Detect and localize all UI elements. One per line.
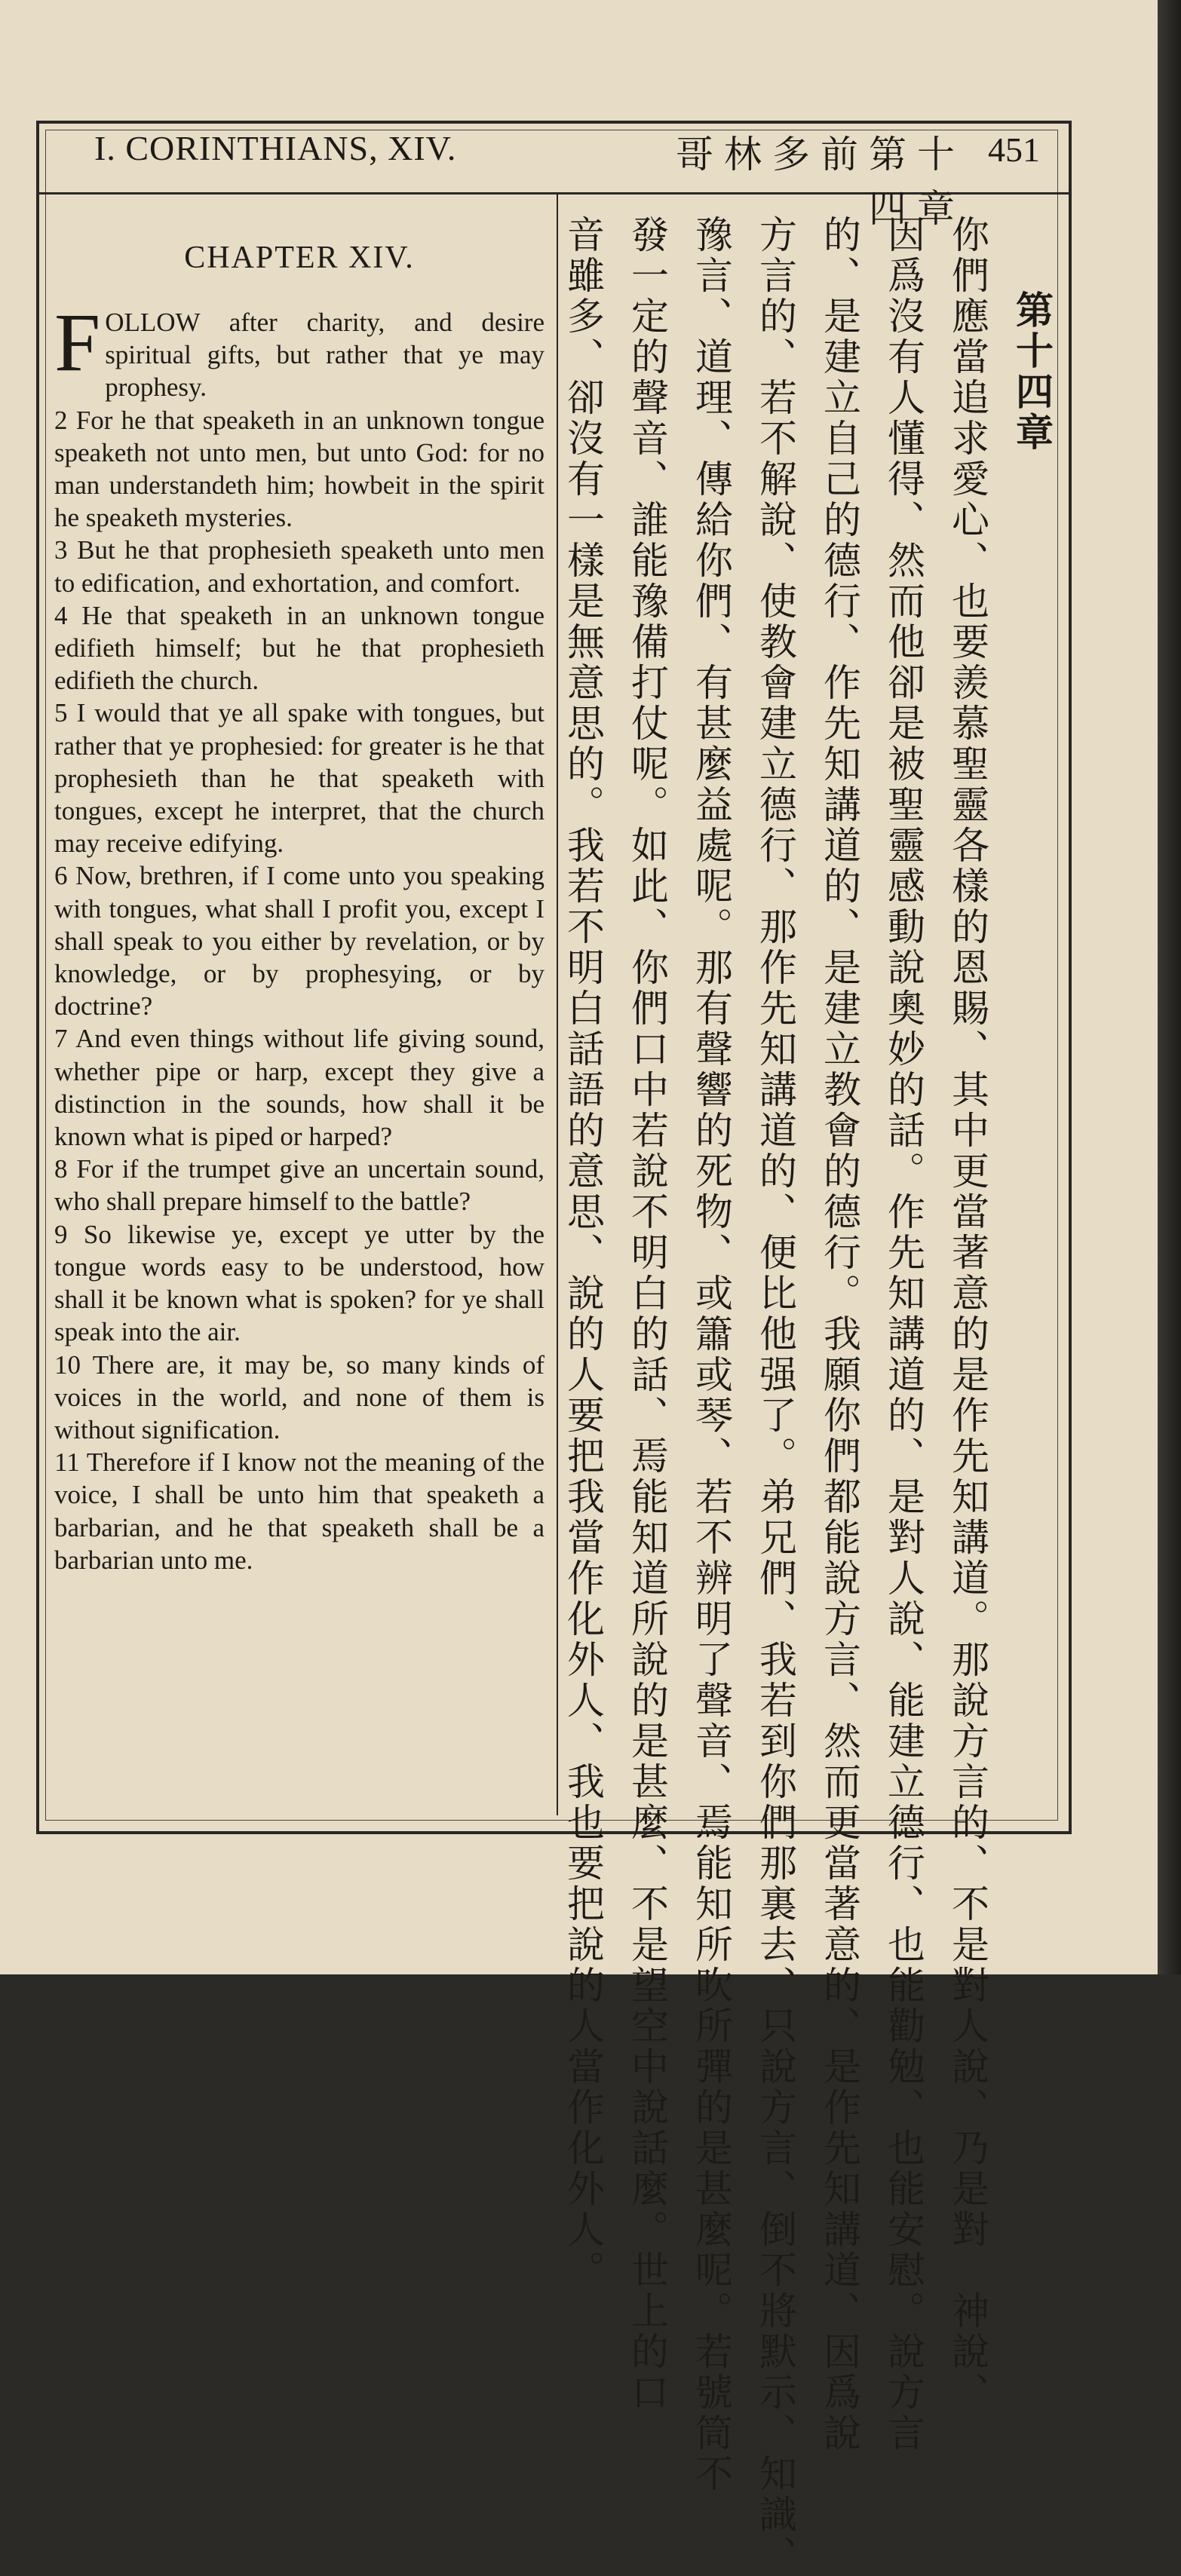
- chinese-line-1: 你們應當追求愛心、也要羨慕聖靈各樣的恩賜、其中更當著意的是作先知講道。那說方言的、不是對人說、乃是對 神說、: [946, 215, 989, 2413]
- drop-cap: F: [54, 296, 101, 388]
- verse-4: 4 He that speaketh in an unknown tongue edifieth himself; but he that prophesieth edifieth the church.: [54, 600, 544, 696]
- verse-1: [54, 296, 544, 404]
- chinese-running-head: 哥林多前第十四章: [676, 133, 965, 231]
- verse-9: 9 So likewise ye, except ye utter by the tongue words easy to be understood, how shall it be known what is spoken? for ye shall speak into the air.: [54, 1219, 544, 1347]
- verse-2: 2 For he that speaketh in an unknown tongue speaketh not unto men, but unto God: for no man understandeth him; howbeit in the spirit he speaketh mysteries.: [54, 405, 544, 533]
- chinese-line-2: 因爲沒有人懂得、然而他卻是被聖靈感動說奧妙的話。作先知講道的、是對人說、能建立德行、也能勸勉、也能安慰。說方言: [882, 215, 925, 2454]
- english-column: [54, 226, 544, 1576]
- verse-6: 6 Now, brethren, if I come unto you speaking with tongues, what shall I profit you, except I shall speak to you either by revelation, or by knowledge, or by prophesying, or by doctrine?: [54, 861, 544, 1022]
- chinese-line-3: 的、是建立自己的德行、作先知講道的、是建立教會的德行。我願你們都能說方言、然而更當著意的、是作先知講道、因爲說: [817, 215, 861, 2454]
- verse-5: 5 I would that ye all spake with tongues, but rather that ye prophesied: for greater is he that prophesieth than he that speaketh with tongues, except he interpret, that the church may receive edifying.: [54, 698, 544, 859]
- chinese-line-7: 音雖多、卻沒有一樣是無意思的。我若不明白話語的意思、說的人要把我當作化外人、我也要把說的人當作化外人。: [561, 215, 605, 2291]
- book-spine: [1158, 0, 1181, 1974]
- verse-11: 11 Therefore if I know not the meaning of the voice, I shall be unto him that speaketh a barbarian, and he that speaketh shall be a barbarian unto me.: [54, 1447, 544, 1575]
- page-number: 451: [988, 130, 1040, 169]
- running-head: I. CORINTHIANS, XIV.: [94, 129, 457, 167]
- chinese-line-5: 豫言、道理、傳給你們、有甚麼益處呢。那有聲響的死物、或簫或琴、若不辨明了聲音、焉能知所吹所彈的是甚麼呢。若號筒不: [689, 215, 733, 2495]
- chapter-title: CHAPTER XIV.: [184, 240, 415, 275]
- verse-7: 7 And even things without life giving sound, whether pipe or harp, except they give a distinction in the sounds, how shall it be known what is piped or harped?: [54, 1024, 544, 1152]
- chinese-column: [561, 215, 1063, 2576]
- verse-1-text: OLLOW after charity, and desire spiritual gifts, but rather that ye may prophesy.: [105, 308, 544, 403]
- verse-10: 10 There are, it may be, so many kinds of voices in the world, and none of them is without signification.: [54, 1349, 544, 1444]
- verse-8: 8 For if the trumpet give an uncertain sound, who shall prepare himself to the battle?: [54, 1154, 544, 1217]
- chinese-line-6: 發一定的聲音、誰能豫備打仗呢。如此、你們口中若說不明白的話、焉能知道所說的是甚麼、不是望空中說話麼。世上的口: [625, 215, 669, 2413]
- chinese-chapter-heading: 第十四章: [1010, 290, 1054, 453]
- chinese-line-4: 方言的、若不解說、使教會建立德行、那作先知講道的、便比他强了。弟兄們、我若到你們那裏去、只說方言、倒不將默示、知識、: [753, 215, 797, 2576]
- verse-3: 3 But he that prophesieth speaketh unto men to edification, and exhortation, and comfort.: [54, 535, 544, 598]
